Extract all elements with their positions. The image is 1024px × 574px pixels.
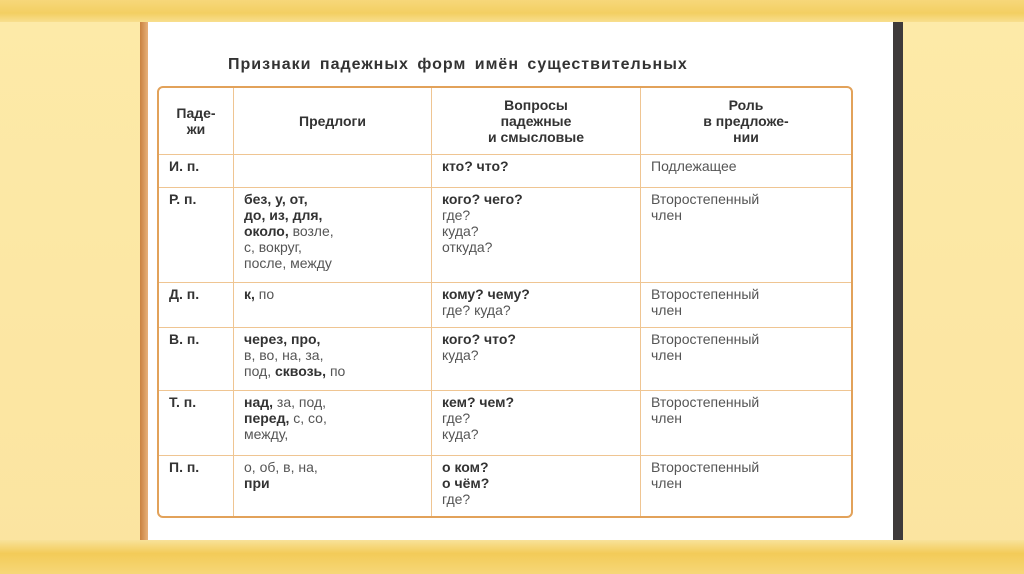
preposition-line: [244, 286, 421, 302]
preposition-line: [244, 255, 421, 271]
preposition-regular: возле,: [288, 223, 334, 239]
preposition-line: [244, 394, 421, 410]
preposition-line: [244, 410, 421, 426]
table-header-row: [159, 88, 851, 155]
case-cell: И. п.: [159, 155, 234, 188]
table-row: [159, 283, 851, 328]
preposition-regular: о, об, в, на,: [244, 459, 318, 475]
meaning-question: где?: [442, 207, 471, 223]
table-row: [159, 456, 851, 516]
meaning-question: откуда?: [442, 239, 493, 255]
case-question: кто? что?: [442, 158, 509, 174]
role-cell: Второстепенный член: [641, 188, 851, 283]
questions-cell: [432, 283, 641, 328]
case-question: о чём?: [442, 475, 490, 491]
questions-cell: [432, 456, 641, 516]
prepositions-cell: [234, 283, 432, 328]
table-row: [159, 155, 851, 188]
meaning-question: куда?: [442, 426, 479, 442]
case-question: кому? чему?: [442, 286, 530, 302]
preposition-bold: над,: [244, 394, 274, 410]
header-case: [159, 88, 234, 155]
role-cell: Второстепенный член: [641, 391, 851, 456]
table-row: [159, 188, 851, 283]
preposition-bold: без, у, от,: [244, 191, 308, 207]
preposition-bold: через, про,: [244, 331, 321, 347]
preposition-line: [244, 239, 421, 255]
preposition-bold: перед,: [244, 410, 290, 426]
preposition-regular: между,: [244, 426, 289, 442]
preposition-line: [244, 459, 421, 475]
header-role: [641, 88, 851, 155]
header-prepositions-text: Предлоги: [299, 113, 366, 129]
preposition-line: [244, 207, 421, 223]
preposition-bold: при: [244, 475, 270, 491]
case-cell: В. п.: [159, 328, 234, 391]
questions-cell: [432, 155, 641, 188]
page-left-edge: [140, 22, 148, 540]
questions-cell: [432, 188, 641, 283]
prepositions-cell: [234, 328, 432, 391]
header-case-text: Паде- жи: [176, 105, 216, 137]
preposition-regular: по: [254, 286, 275, 302]
header-role-text: Роль в предложе- нии: [703, 97, 789, 145]
preposition-regular: с, вокруг,: [244, 239, 302, 255]
page-title: Признаки падежных форм имён существительных: [228, 56, 688, 73]
header-questions: [432, 88, 641, 155]
top-band: [0, 0, 1024, 22]
case-cell: Д. п.: [159, 283, 234, 328]
role-cell: Второстепенный член: [651, 459, 760, 491]
preposition-regular: под,: [244, 363, 276, 379]
preposition-bold: к,: [244, 286, 255, 302]
preposition-line: [244, 363, 421, 379]
background-left: [0, 0, 140, 574]
bottom-band: [0, 540, 1024, 574]
header-questions-text: Вопросы падежные и смысловые: [488, 97, 584, 145]
preposition-bold: около,: [244, 223, 289, 239]
background-right: [902, 0, 1024, 574]
preposition-regular: после, между: [244, 255, 332, 271]
preposition-bold: до, из, для,: [244, 207, 323, 223]
header-prepositions: [234, 88, 432, 155]
preposition-bold: сквозь,: [275, 363, 327, 379]
preposition-line: [244, 475, 421, 491]
preposition-line: [244, 331, 421, 347]
role-cell: Второстепенный член: [641, 328, 851, 391]
preposition-line: [244, 347, 421, 363]
questions-cell: [432, 391, 641, 456]
page-right-edge: [893, 22, 903, 540]
meaning-question: где?: [442, 491, 471, 507]
role-cell: Подлежащее: [641, 155, 851, 188]
meaning-question: куда?: [442, 223, 479, 239]
table-row: [159, 328, 851, 391]
prepositions-cell: [234, 155, 432, 188]
meaning-question: где?: [442, 410, 471, 426]
role-cell: Второстепенный член: [641, 283, 851, 328]
prepositions-cell: [234, 391, 432, 456]
preposition-line: [244, 223, 421, 239]
prepositions-cell: [234, 188, 432, 283]
prepositions-cell: [234, 456, 432, 516]
preposition-regular: в, во, на, за,: [244, 347, 324, 363]
preposition-regular: за, под,: [273, 394, 327, 410]
meaning-question: где? куда?: [442, 302, 511, 318]
preposition-line: [244, 426, 421, 442]
case-cell: Р. п.: [159, 188, 234, 283]
preposition-regular: по: [326, 363, 346, 379]
case-cell: П. п.: [159, 456, 234, 516]
case-question: кого? чего?: [442, 191, 523, 207]
preposition-line: [244, 191, 421, 207]
meaning-question: куда?: [442, 347, 479, 363]
cases-table: [157, 86, 853, 518]
case-question: кем? чем?: [442, 394, 515, 410]
case-question: о ком?: [442, 459, 489, 475]
questions-cell: [432, 328, 641, 391]
case-cell: Т. п.: [159, 391, 234, 456]
case-question: кого? что?: [442, 331, 516, 347]
preposition-regular: с, со,: [289, 410, 327, 426]
table-row: [159, 391, 851, 456]
